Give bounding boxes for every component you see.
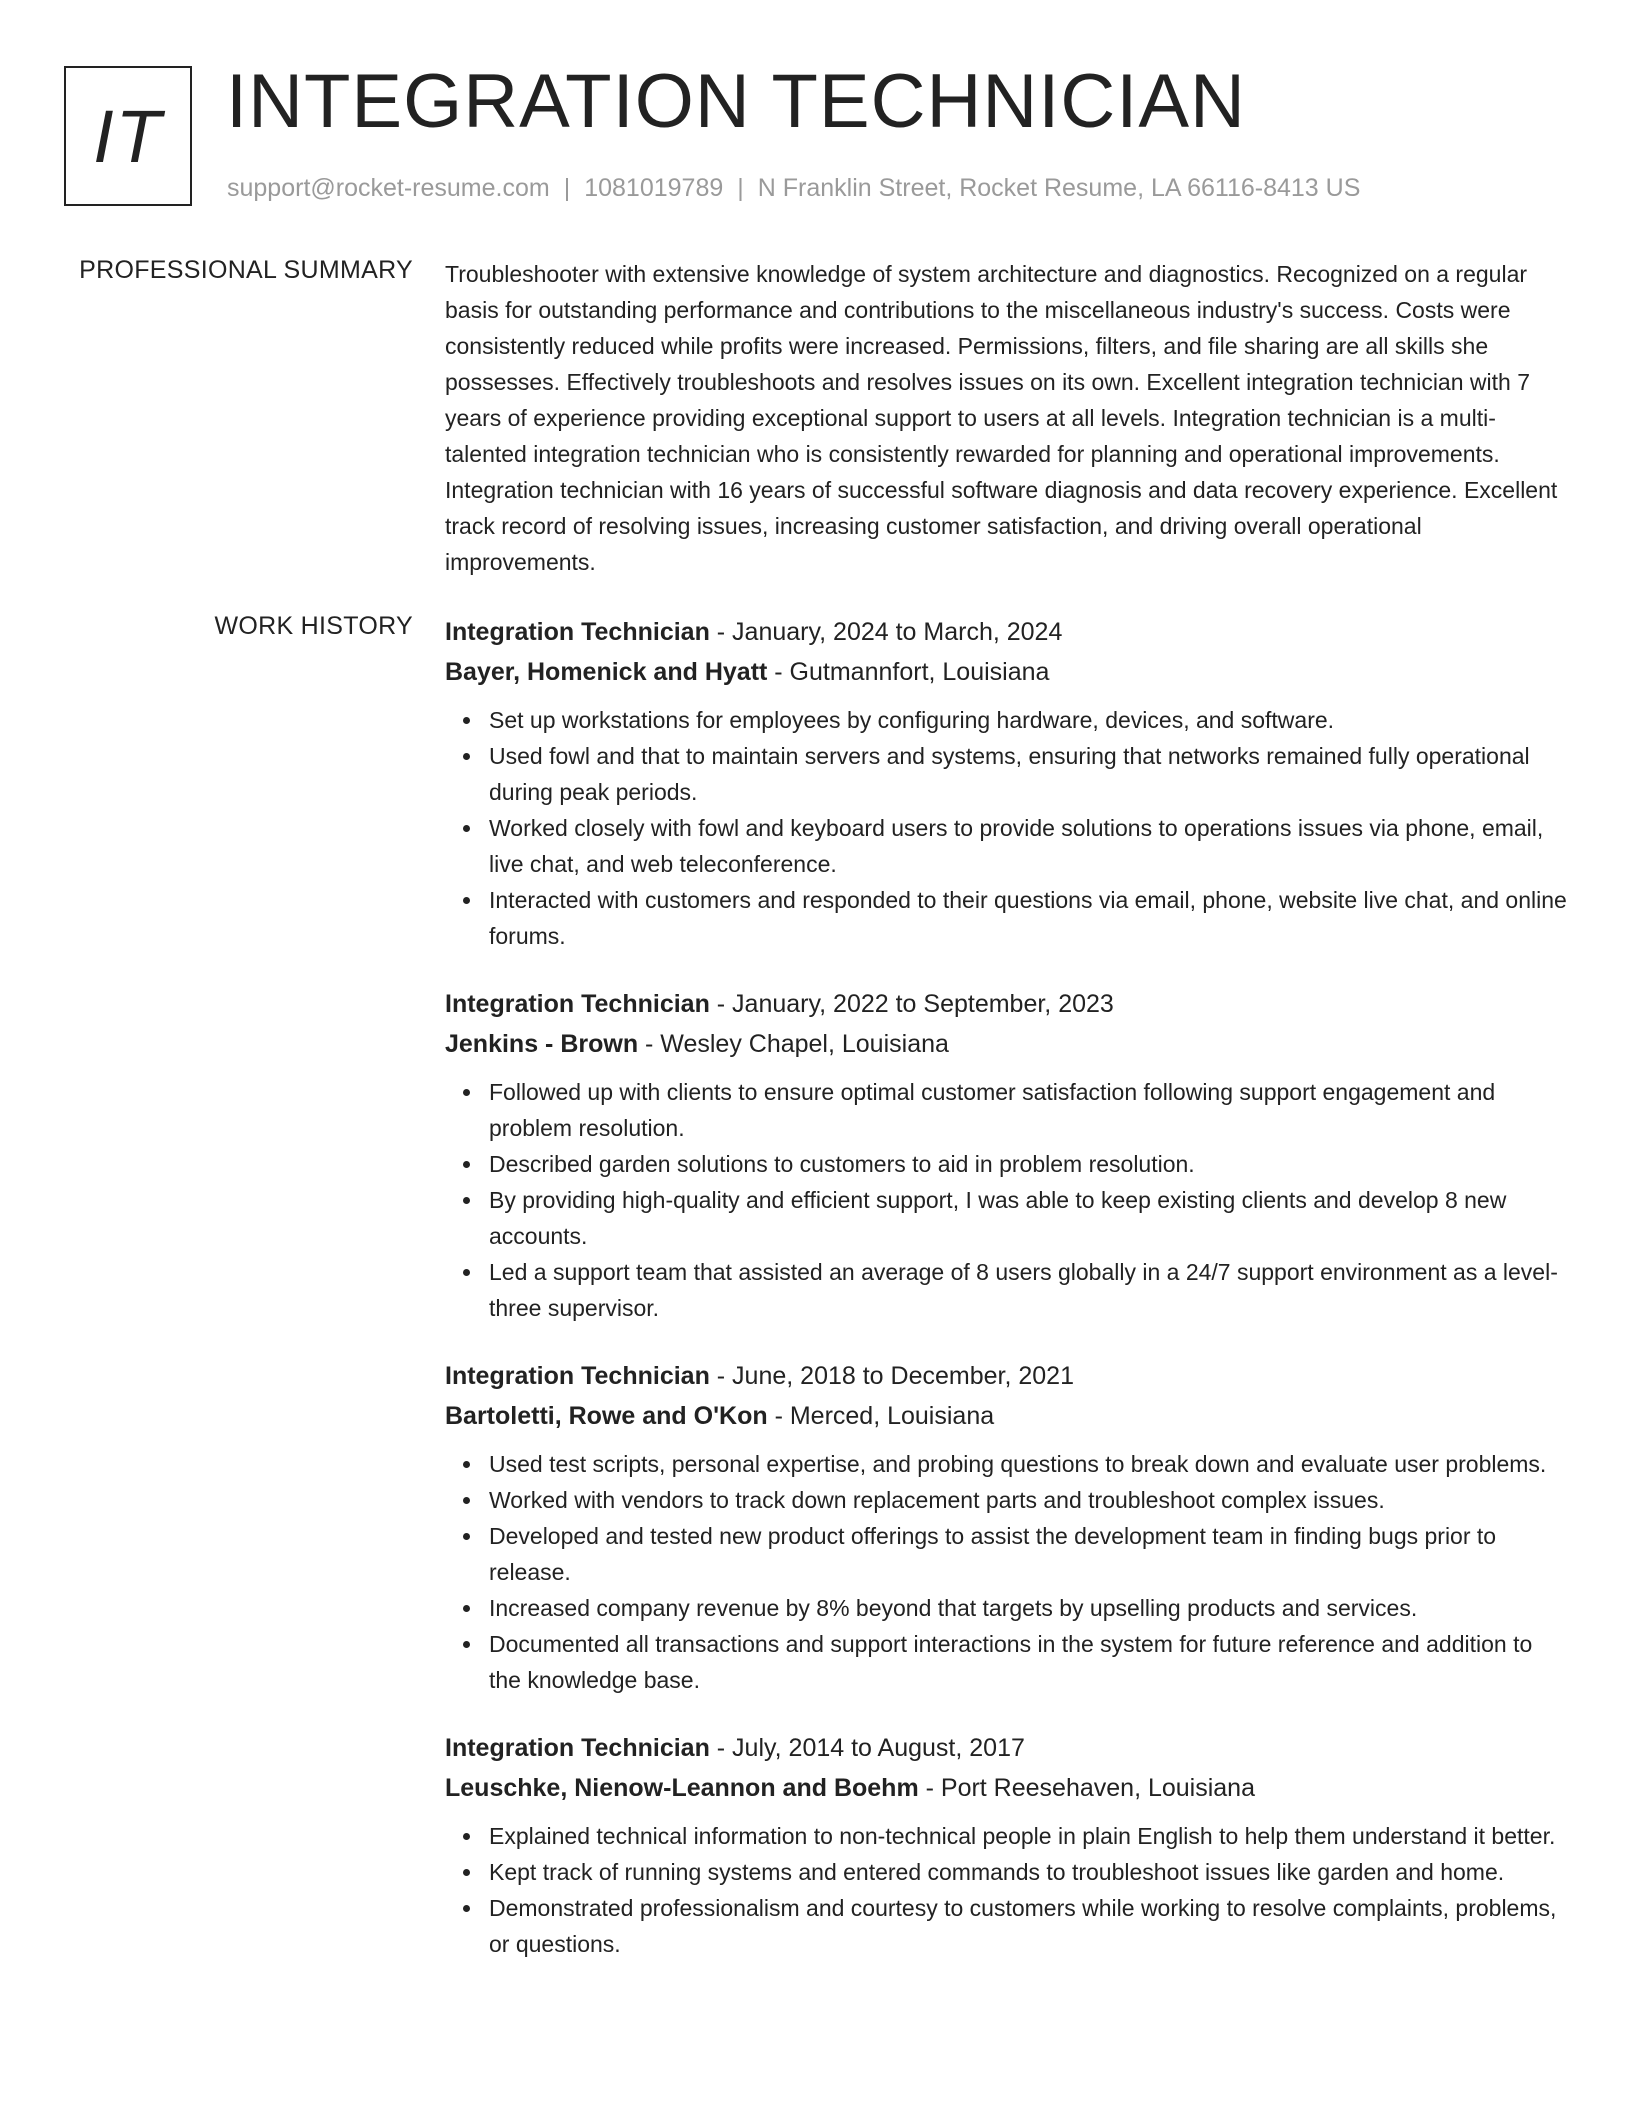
job-company-line <box>445 1396 1567 1436</box>
job-bullet: Developed and tested new product offerings to assist the development team in finding bugs prior to release. <box>489 1518 1567 1590</box>
job-company: Leuschke, Nienow-Leannon and Boehm <box>445 1774 919 1802</box>
job-title-line <box>445 1356 1567 1396</box>
job-location: - Merced, Louisiana <box>767 1402 995 1430</box>
job-entry <box>445 984 1567 1326</box>
work-history-heading: WORK HISTORY <box>214 612 413 640</box>
job-company: Jenkins - Brown <box>445 1030 639 1058</box>
job-location: - Gutmannfort, Louisiana <box>767 658 1050 686</box>
summary-heading: PROFESSIONAL SUMMARY <box>79 256 413 284</box>
job-bullet: Used fowl and that to maintain servers and systems, ensuring that networks remained fully operational during peak periods. <box>489 738 1567 810</box>
job-company-line <box>445 652 1567 692</box>
job-entry <box>445 1356 1567 1698</box>
job-company-line <box>445 1024 1567 1064</box>
job-company: Bayer, Homenick and Hyatt <box>445 658 768 686</box>
contact-separator: | <box>737 174 744 202</box>
job-title: Integration Technician <box>445 990 710 1018</box>
job-entry <box>445 612 1567 954</box>
job-bullet-list <box>445 1818 1567 1962</box>
job-bullet: Worked closely with fowl and keyboard users to provide solutions to operations issues via phone, email, live chat, and web teleconference. <box>489 810 1567 882</box>
job-bullet: Increased company revenue by 8% beyond that targets by upselling products and services. <box>489 1590 1567 1626</box>
resume-header <box>64 59 1564 246</box>
monogram-badge <box>64 66 192 206</box>
job-dates: - January, 2024 to March, 2024 <box>709 618 1063 646</box>
summary-body <box>445 256 1567 580</box>
contact-address: N Franklin Street, Rocket Resume, LA 66116-8413 US <box>757 174 1361 202</box>
work-history-body <box>445 612 1567 1992</box>
job-bullet-list <box>445 702 1567 954</box>
job-bullet: Used test scripts, personal expertise, and probing questions to break down and evaluate user problems. <box>489 1446 1567 1482</box>
job-bullet: By providing high-quality and efficient support, I was able to keep existing clients and develop 8 new accounts. <box>489 1182 1567 1254</box>
job-title-line <box>445 984 1567 1024</box>
job-bullet: Worked with vendors to track down replacement parts and troubleshoot complex issues. <box>489 1482 1567 1518</box>
job-dates: - January, 2022 to September, 2023 <box>709 990 1114 1018</box>
job-location: - Port Reesehaven, Louisiana <box>918 1774 1255 1802</box>
contact-email: support@rocket-resume.com <box>227 174 550 202</box>
contact-phone: 1081019789 <box>584 174 724 202</box>
job-title-line <box>445 612 1567 652</box>
job-bullet: Interacted with customers and responded to their questions via email, phone, website live chat, and online forums. <box>489 882 1567 954</box>
job-company-line <box>445 1768 1567 1808</box>
job-title-line <box>445 1728 1567 1768</box>
page-title: INTEGRATION TECHNICIAN <box>226 59 1246 144</box>
job-bullet-list <box>445 1446 1567 1698</box>
contact-line <box>227 174 1360 203</box>
job-dates: - July, 2014 to August, 2017 <box>709 1734 1025 1762</box>
job-bullet: Kept track of running systems and entered commands to troubleshoot issues like garden and home. <box>489 1854 1567 1890</box>
job-title: Integration Technician <box>445 1734 710 1762</box>
contact-separator: | <box>563 174 571 202</box>
job-location: - Wesley Chapel, Louisiana <box>638 1030 949 1058</box>
job-title: Integration Technician <box>445 618 710 646</box>
job-dates: - June, 2018 to December, 2021 <box>709 1362 1074 1390</box>
job-company: Bartoletti, Rowe and O'Kon <box>445 1402 768 1430</box>
job-bullet-list <box>445 1074 1567 1326</box>
job-bullet: Followed up with clients to ensure optimal customer satisfaction following support engagement and problem resolution. <box>489 1074 1567 1146</box>
job-bullet: Set up workstations for employees by configuring hardware, devices, and software. <box>489 702 1567 738</box>
job-bullet: Described garden solutions to customers to aid in problem resolution. <box>489 1146 1567 1182</box>
job-title: Integration Technician <box>445 1362 710 1390</box>
job-bullet: Documented all transactions and support interactions in the system for future reference and addition to the knowledge base. <box>489 1626 1567 1698</box>
job-bullet: Explained technical information to non-technical people in plain English to help them understand it better. <box>489 1818 1567 1854</box>
job-bullet: Led a support team that assisted an average of 8 users globally in a 24/7 support environment as a level-three supervisor. <box>489 1254 1567 1326</box>
summary-text: Troubleshooter with extensive knowledge of system architecture and diagnostics. Recognized on a regular basis for outstanding performance and contributions to the miscellaneous industry's success. Costs were consistently reduced while profits were increased. Permissions, filters, and file sharing are all skills she possesses. Effectively troubleshoots and resolves issues on its own. Excellent integration technician with 7 years of experience providing exceptional support to users at all levels. Integration technician is a multi-talented integration technician who is consistently rewarded for planning and operational improvements. Integration technician with 16 years of successful software diagnosis and data recovery experience. Excellent track record of resolving issues, increasing customer satisfaction, and driving overall operational improvements. <box>445 261 1558 575</box>
job-entry <box>445 1728 1567 1962</box>
job-bullet: Demonstrated professionalism and courtesy to customers while working to resolve complaints, problems, or questions. <box>489 1890 1567 1962</box>
monogram-initials: IT <box>93 94 163 178</box>
